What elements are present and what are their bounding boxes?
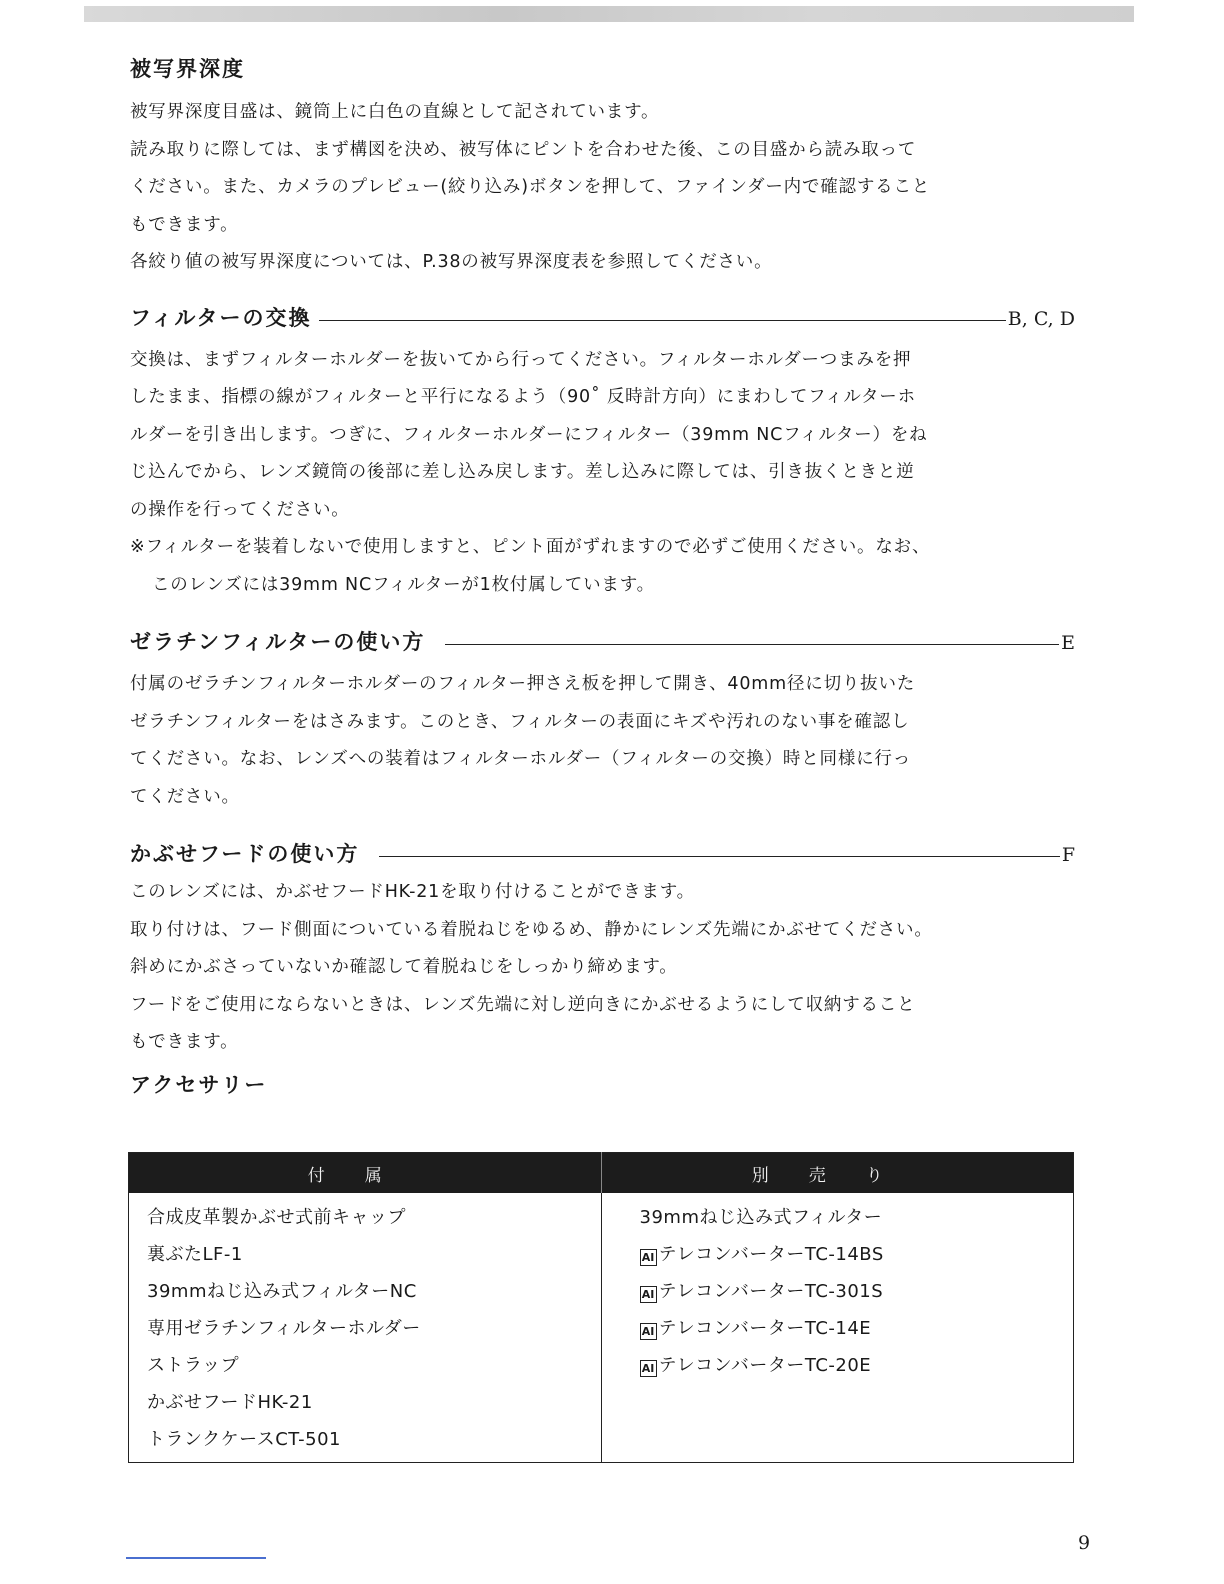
dof-paragraph: 被写界深度目盛は、鏡筒上に白色の直線として記されています。 — [130, 102, 660, 122]
list-item: かぶせフードHK-21 — [147, 1392, 313, 1413]
dof-paragraph: 各絞り値の被写界深度については、P.38の被写界深度表を参照してください。 — [130, 252, 773, 272]
list-item: AI テレコンバーターTC-301S — [640, 1273, 1074, 1310]
heading-rule — [379, 856, 1059, 857]
gelatin-heading-row — [130, 626, 1075, 660]
list-item: AI テレコンバーターTC-20E — [640, 1347, 1074, 1384]
filter-paragraph: 交換は、まずフィルターホルダーを抜いてから行ってください。フィルターホルダーつまみを押 — [130, 349, 912, 370]
dof-paragraph: もできます。 — [130, 214, 239, 235]
heading-rule — [445, 644, 1059, 645]
page-number: 9 — [1078, 1532, 1091, 1554]
list-item: 専用ゼラチンフィルターホルダー — [147, 1318, 421, 1339]
gelatin-paragraph: 付属のゼラチンフィルターホルダーのフィルター押さえ板を押して開き、40mm径に切り抜いた — [130, 674, 916, 694]
gelatin-paragraph: ゼラチンフィルターをはさみます。このとき、フィルターの表面にキズや汚れのない事を確認し — [130, 711, 910, 732]
accessories-heading: アクセサリー — [130, 1072, 268, 1097]
ai-badge-icon: AI — [640, 1323, 657, 1340]
dof-heading: 被写界深度 — [130, 57, 245, 81]
separate-cell — [601, 1193, 1074, 1463]
ai-badge-icon: AI — [640, 1286, 657, 1303]
filter-paragraph: ルダーを引き出します。つぎに、フィルターホルダーにフィルター（39mm NCフィルター）をね — [130, 424, 928, 445]
ai-badge-icon: AI — [640, 1360, 657, 1377]
hood-paragraph: このレンズには、かぶせフードHK-21を取り付けることができます。 — [130, 882, 695, 902]
hood-heading: かぶせフードの使い方 — [130, 842, 360, 866]
figure-reference: E — [1061, 632, 1075, 654]
gelatin-paragraph: てください。なお、レンズへの装着はフィルターホルダー（フィルターの交換）時と同様に行っ — [130, 749, 912, 769]
list-item: ストラップ — [147, 1355, 240, 1376]
filter-note: ※フィルターを装着しないで使用しますと、ピント面がずれますので必ずご使用ください。なお、 — [130, 537, 931, 557]
included-cell — [129, 1193, 602, 1463]
hood-heading-row — [130, 838, 1075, 872]
list-item: 39mmねじ込み式フィルターNC — [147, 1281, 417, 1302]
figure-reference: B, C, D — [1007, 307, 1075, 330]
hood-paragraph: もできます。 — [130, 1032, 239, 1052]
hood-paragraph: 斜めにかぶさっていないか確認して着脱ねじをしっかり締めます。 — [130, 957, 678, 977]
list-item: AI テレコンバーターTC-14E — [640, 1310, 1074, 1347]
filter-note-continued: このレンズには39mm NCフィルターが1枚付属しています。 — [152, 574, 655, 595]
list-item: 裏ぶたLF-1 — [147, 1244, 243, 1265]
filter-paragraph: じ込んでから、レンズ鏡筒の後部に差し込み戻します。差し込みに際しては、引き抜くときと逆 — [130, 462, 915, 482]
included-list — [147, 1199, 601, 1458]
filter-paragraph: したまま、指標の線がフィルターと平行になるよう（90˚ 反時計方向）にまわしてフィルターホ — [130, 387, 916, 407]
separate-list — [640, 1199, 1074, 1384]
list-item: 39mmねじ込み式フィルター — [639, 1207, 883, 1228]
gelatin-heading: ゼラチンフィルターの使い方 — [130, 630, 426, 654]
filter-heading: フィルターの交換 — [130, 305, 312, 330]
accessories-table — [128, 1152, 1074, 1463]
hood-paragraph: 取り付けは、フード側面についている着脱ねじをゆるめ、静かにレンズ先端にかぶせてください。 — [130, 919, 933, 940]
hood-paragraph: フードをご使用にならないときは、レンズ先端に対し逆向きにかぶせるようにして収納すること — [130, 994, 916, 1015]
filter-heading-row — [130, 302, 1075, 336]
separate-header: 別売り — [601, 1153, 1074, 1194]
gelatin-paragraph: てください。 — [130, 786, 240, 807]
figure-reference: F — [1061, 844, 1075, 866]
heading-rule — [319, 320, 1005, 321]
included-header: 付属 — [129, 1153, 602, 1194]
scan-header-strip — [84, 6, 1134, 22]
list-item: 合成皮革製かぶせ式前キャップ — [147, 1207, 406, 1228]
list-item: AI テレコンバーターTC-14BS — [640, 1236, 1074, 1273]
list-item: トランクケースCT-501 — [147, 1429, 342, 1450]
ai-badge-icon: AI — [640, 1249, 657, 1266]
filter-paragraph: の操作を行ってください。 — [130, 499, 350, 520]
dof-paragraph: 読み取りに際しては、まず構図を決め、被写体にピントを合わせた後、この目盛から読み取って — [130, 139, 917, 160]
manual-page — [130, 52, 1075, 1102]
footer-rule — [126, 1557, 266, 1559]
dof-paragraph: ください。また、カメラのプレビュー(絞り込み)ボタンを押して、ファインダー内で確認すること — [130, 177, 931, 197]
